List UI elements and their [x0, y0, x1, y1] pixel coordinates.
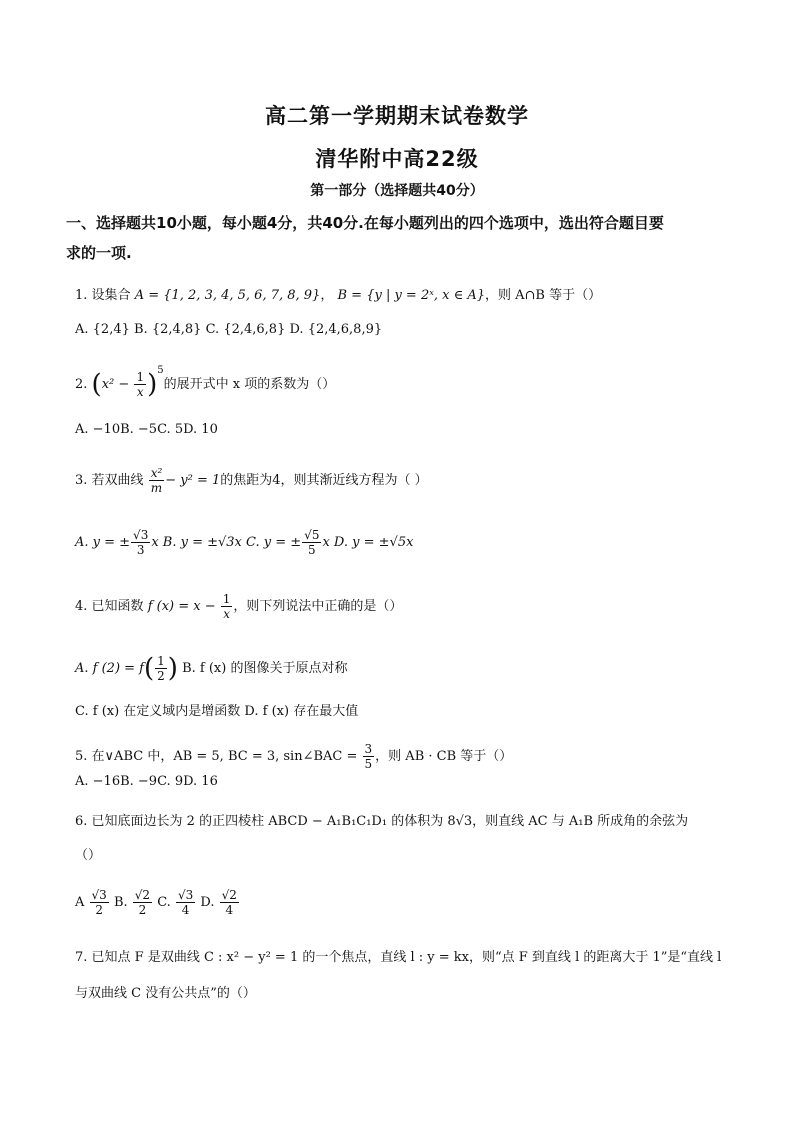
- section-instructions-line1: 一、选择题共10小题，每小题4分，共40分.在每小题列出的四个选项中，选出符合题目要: [66, 214, 664, 232]
- question-2: [75, 364, 730, 400]
- q5-fraction: [363, 742, 375, 771]
- q4-tail: ，则下列说法中正确的是（）: [233, 599, 403, 614]
- q2-left-paren: (: [91, 369, 102, 400]
- q4-function: f (x) = x −: [147, 599, 216, 614]
- q4-frac-den: x: [223, 607, 230, 621]
- q4-fraction: [221, 592, 233, 621]
- question-7-line2: 与双曲线 C 没有公共点”的（）: [75, 986, 256, 1001]
- q3-opt-a-post: x B. y = ±√3x C. y = ±: [151, 535, 302, 550]
- q6-opt-a-num: √3: [91, 888, 107, 902]
- q1-set-b: B = {y | y = 2ˣ, x ∈ A}: [337, 288, 485, 303]
- q3-fraction: [149, 466, 165, 495]
- q6-opt-b-label: B.: [113, 895, 128, 910]
- q5-lead: 5. 在∨ABC 中，AB = 5, BC = 3, sin∠BAC =: [75, 749, 358, 764]
- q6-opt-d-num: √2: [221, 888, 237, 902]
- q4-opt-a-left-paren: (: [143, 653, 155, 684]
- q5-tail: ，则 AB · CB 等于（）: [375, 749, 513, 764]
- question-4: [75, 592, 730, 621]
- question-1: 1. 设集合 A = {1, 2, 3, 4, 5, 6, 7, 8, 9}， B = {y | y = 2ˣ, x ∈ A}，则 A∩B 等于（）: [75, 288, 602, 303]
- q3-opt-a-den: 3: [136, 543, 145, 557]
- q3-opt-c-num: √5: [304, 528, 320, 542]
- q1-tail: ，则 A∩B 等于（）: [485, 288, 602, 303]
- q2-minus: −: [118, 377, 130, 392]
- q6-opt-b-num: √2: [134, 888, 151, 902]
- page-title: 高二第一学期期末试卷数学: [265, 104, 529, 128]
- q6-opt-c-num: √3: [177, 888, 194, 902]
- q2-power: 5: [157, 364, 164, 376]
- q6-opt-c-label: C.: [157, 895, 171, 910]
- part-heading: 第一部分（选择题共40分）: [310, 183, 484, 199]
- q6-opt-a-fraction: [90, 888, 109, 917]
- q6-opt-c-den: 4: [181, 903, 190, 917]
- q6-opt-d-den: 4: [225, 903, 234, 917]
- q3-opt-a-fraction: [131, 528, 150, 557]
- question-6-line1: 6. 已知底面边长为 2 的正四棱柱 ABCD − A₁B₁C₁D₁ 的体积为 8√3，则直线 AC 与 A₁B 所成角的余弦为: [75, 814, 689, 829]
- q3-frac-num: x²: [150, 466, 163, 480]
- q3-lead: 3. 若双曲线: [75, 473, 144, 488]
- q3-frac-den: m: [150, 481, 163, 495]
- q2-base: x²: [101, 377, 115, 392]
- q2-options: A. −10B. −5C. 5D. 10: [75, 422, 218, 437]
- q2-tail: 的展开式中 x 项的系数为（）: [163, 377, 336, 392]
- q6-opt-b-fraction: [133, 888, 152, 917]
- q6-opt-a-den: 2: [95, 903, 103, 917]
- question-7-line1: 7. 已知点 F 是双曲线 C : x² − y² = 1 的一个焦点，直线 l : y = kx，则“点 F 到直线 l 的距离大于 1”是“直线 l: [75, 950, 722, 965]
- q2-frac-num: 1: [136, 370, 145, 384]
- q3-opt-a-num: √3: [133, 528, 149, 542]
- question-6-line2: （）: [75, 848, 102, 863]
- q5-options: A. −16B. −9C. 9D. 16: [75, 774, 218, 789]
- q3-opt-c-fraction: [302, 528, 321, 557]
- q4-opt-a-den: 2: [157, 669, 165, 683]
- q6-opt-c-fraction: [176, 888, 195, 917]
- q4-opt-a-num: 1: [157, 654, 165, 668]
- q3-rest: − y² = 1: [165, 473, 221, 488]
- q3-opt-c-den: 5: [307, 543, 316, 557]
- q1-set-a: A = {1, 2, 3, 4, 5, 6, 7, 8, 9}: [134, 288, 321, 303]
- q1-lead: 1. 设集合: [75, 288, 131, 303]
- q2-right-paren: ): [147, 369, 158, 400]
- q4-options-ab: [75, 654, 730, 683]
- q6-opt-d-label: D.: [200, 895, 215, 910]
- q4-frac-num: 1: [222, 592, 231, 606]
- school-subtitle: 清华附中高22级: [315, 147, 479, 171]
- q3-tail: 的焦距为4，则其渐近线方程为（ ）: [220, 473, 428, 488]
- q4-opt-a-post: B. f (x) 的图像关于原点对称: [177, 661, 348, 676]
- section-instructions-line2: 求的一项.: [66, 244, 132, 262]
- q3-opt-c-post: x D. y = ±√5x: [322, 535, 414, 550]
- q6-options: [75, 888, 730, 917]
- q1-options: A. {2,4} B. {2,4,8} C. {2,4,6,8} D. {2,4,6,8,9}: [75, 322, 383, 337]
- q2-frac-den: x: [136, 385, 144, 399]
- q5-frac-den: 5: [364, 757, 373, 771]
- q6-opt-b-den: 2: [138, 903, 147, 917]
- q6-opt-d-fraction: [220, 888, 239, 917]
- q4-lead: 4. 已知函数: [75, 599, 144, 614]
- q4-opt-a-fraction: [155, 654, 167, 683]
- q5-frac-num: 3: [364, 742, 373, 756]
- question-3: [75, 466, 730, 495]
- question-5: [75, 742, 730, 771]
- q4-opt-a-right-paren: ): [167, 653, 178, 684]
- q3-options: [75, 528, 730, 557]
- q6-opt-a-label: A: [75, 895, 85, 910]
- q4-options-cd: C. f (x) 在定义域内是增函数 D. f (x) 存在最大值: [75, 704, 359, 719]
- q2-lead: 2.: [75, 377, 88, 392]
- q2-fraction: [134, 370, 146, 399]
- q3-opt-a-pre: A. y = ±: [75, 535, 131, 550]
- q4-opt-a-pre: A. f (2) = f: [75, 661, 144, 676]
